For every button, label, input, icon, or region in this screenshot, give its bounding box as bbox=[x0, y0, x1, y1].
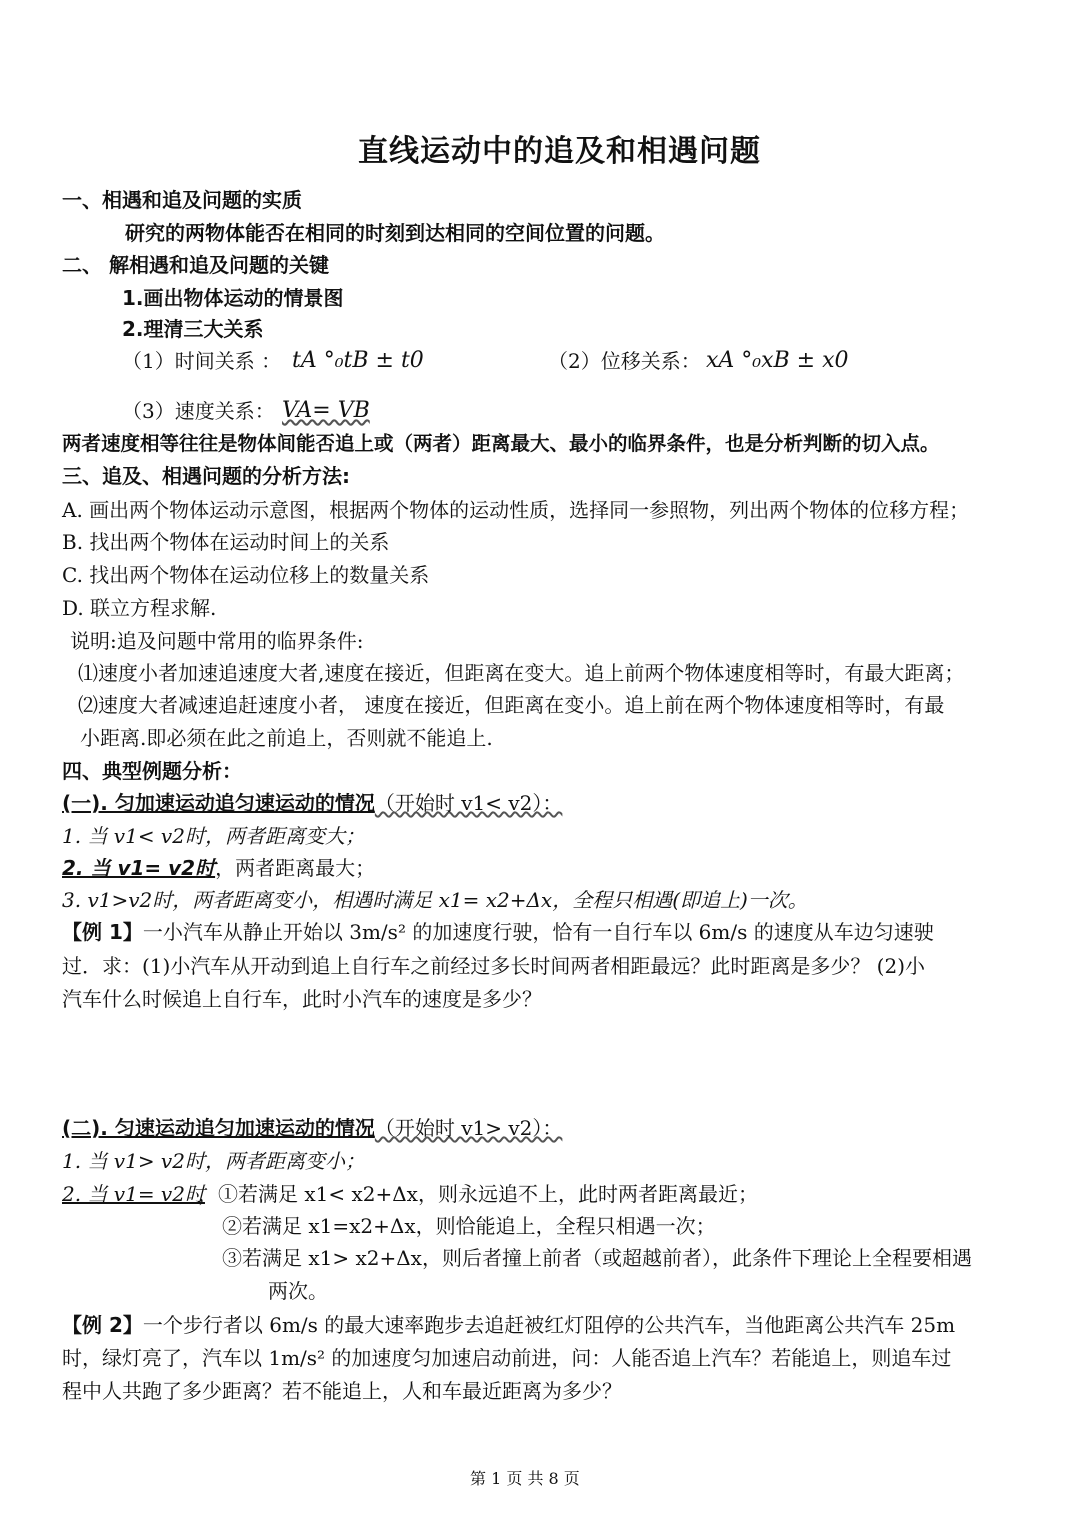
section-2-heading: 二、 解相遇和追及问题的关键 bbox=[62, 253, 329, 277]
time-relation-formula: tA °₀tB ± t0 bbox=[292, 348, 424, 373]
case-1-item-2-condition: 2. 当 v1= v2时 bbox=[62, 856, 216, 880]
case-2-item-1: 1. 当 v1> v2时，两者距离变小； bbox=[62, 1149, 365, 1173]
critical-note-2b: 小距离.即必须在此之前追上，否则就不能追上. bbox=[80, 726, 493, 750]
case-1-item-3: 3. v1>v2时，两者距离变小，相遇时满足 x1= x2+Δx，全程只相遇(即追上)一次。 bbox=[62, 888, 808, 912]
section-1-heading: 一、相遇和追及问题的实质 bbox=[62, 188, 302, 212]
page-footer: 第 1 页 共 8 页 bbox=[470, 1469, 580, 1488]
displacement-relation-label: （2）位移关系： bbox=[548, 349, 701, 373]
case-1-item-2-result: ，两者距离最大； bbox=[215, 856, 376, 880]
speed-relation-label: （3）速度关系： bbox=[122, 399, 275, 423]
method-c: C. 找出两个物体在运动位移上的数量关系 bbox=[62, 563, 430, 587]
case-2-item-2-case-3: ③若满足 x1> x2+Δx，则后者撞上前者（或超越前者），此条件下理论上全程要相遇 bbox=[222, 1246, 972, 1270]
displacement-relation-formula: xA °₀xB ± x0 bbox=[706, 348, 849, 373]
example-1-line-3: 汽车什么时候追上自行车，此时小汽车的速度是多少？ bbox=[62, 987, 542, 1011]
method-d: D. 联立方程求解. bbox=[62, 596, 217, 620]
example-2-line-2: 时，绿灯亮了，汽车以 1m/s² 的加速度匀加速启动前进，问：人能否追上汽车？若能追上，则追车过 bbox=[62, 1346, 952, 1370]
example-2-text-a: 一个步行者以 6m/s 的最大速率跑步去追赶被红灯阻停的公共汽车，当他距离公共汽车 25m bbox=[142, 1313, 956, 1337]
example-2-line-3: 程中人共跑了多少距离？若不能追上，人和车最近距离为多少？ bbox=[62, 1379, 622, 1403]
case-1-condition: （开始时 v1< v2）： bbox=[374, 791, 563, 815]
method-a: A. 画出两个物体运动示意图，根据两个物体的运动性质，选择同一参照物，列出两个物体的位移方程； bbox=[62, 498, 970, 522]
critical-condition-note: 两者速度相等往往是物体间能否追上或（两者）距离最大、最小的临界条件，也是分析判断的切入点。 bbox=[62, 432, 940, 455]
time-relation-label: （1）时间关系 ： bbox=[122, 349, 282, 373]
case-2-item-2 bbox=[62, 1180, 758, 1208]
case-2-item-2-condition: 2. 当 v1= v2时 bbox=[62, 1182, 205, 1206]
example-1-text-a: 一小汽车从静止开始以 3m/s² 的加速度行驶，恰有一自行车以 6m/s 的速度从车边匀速驶 bbox=[142, 920, 934, 944]
case-2-condition: （开始时 v1> v2）： bbox=[374, 1116, 563, 1140]
section-2-item-2: 2.理清三大关系 bbox=[122, 317, 264, 341]
method-b: B. 找出两个物体在运动时间上的关系 bbox=[62, 530, 390, 554]
case-2-item-2-case-3-cont: 两次。 bbox=[268, 1279, 328, 1303]
case-2-item-2-case-2: ②若满足 x1=x2+Δx，则恰能追上，全程只相遇一次； bbox=[222, 1214, 716, 1238]
speed-relation-formula: VA= VB bbox=[282, 398, 370, 423]
case-1-heading bbox=[62, 789, 562, 817]
section-3-heading: 三、追及、相遇问题的分析方法: bbox=[62, 464, 350, 488]
section-4-heading: 四、典型例题分析： bbox=[62, 759, 242, 783]
example-2-tag: 【例 2】 bbox=[62, 1313, 143, 1337]
example-1-line-1 bbox=[62, 918, 934, 946]
example-2-line-1 bbox=[62, 1311, 955, 1339]
critical-note-heading: 说明:追及问题中常用的临界条件: bbox=[70, 629, 364, 653]
case-2-heading bbox=[62, 1114, 562, 1142]
case-1-title: (一). 匀加速运动追匀速运动的情况 bbox=[62, 791, 375, 815]
case-1-item-1: 1. 当 v1< v2时，两者距离变大； bbox=[62, 824, 365, 848]
critical-note-1: ⑴速度小者加速追速度大者,速度在接近，但距离在变大。追上前两个物体速度相等时，有最大距离； bbox=[78, 661, 965, 685]
page-title: 直线运动中的追及和相遇问题 bbox=[358, 134, 761, 169]
critical-note-2a: ⑵速度大者减速追赶速度小者， 速度在接近，但距离在变小。追上前在两个物体速度相等时，有最 bbox=[78, 693, 945, 717]
example-1-line-2: 过．求：(1)小汽车从开动到追上自行车之前经过多长时间两者相距最远？此时距离是多少？ (2)小 bbox=[62, 954, 926, 978]
case-2-title: (二). 匀速运动追匀加速运动的情况 bbox=[62, 1116, 375, 1140]
case-2-item-2-case-1: ，①若满足 x1< x2+Δx，则永远追不上，此时两者距离最近； bbox=[198, 1182, 758, 1206]
section-1-body: 研究的两物体能否在相同的时刻到达相同的空间位置的问题。 bbox=[125, 221, 665, 245]
example-1-tag: 【例 1】 bbox=[62, 920, 143, 944]
case-1-item-2 bbox=[62, 854, 375, 882]
section-2-item-1: 1.画出物体运动的情景图 bbox=[122, 286, 344, 310]
